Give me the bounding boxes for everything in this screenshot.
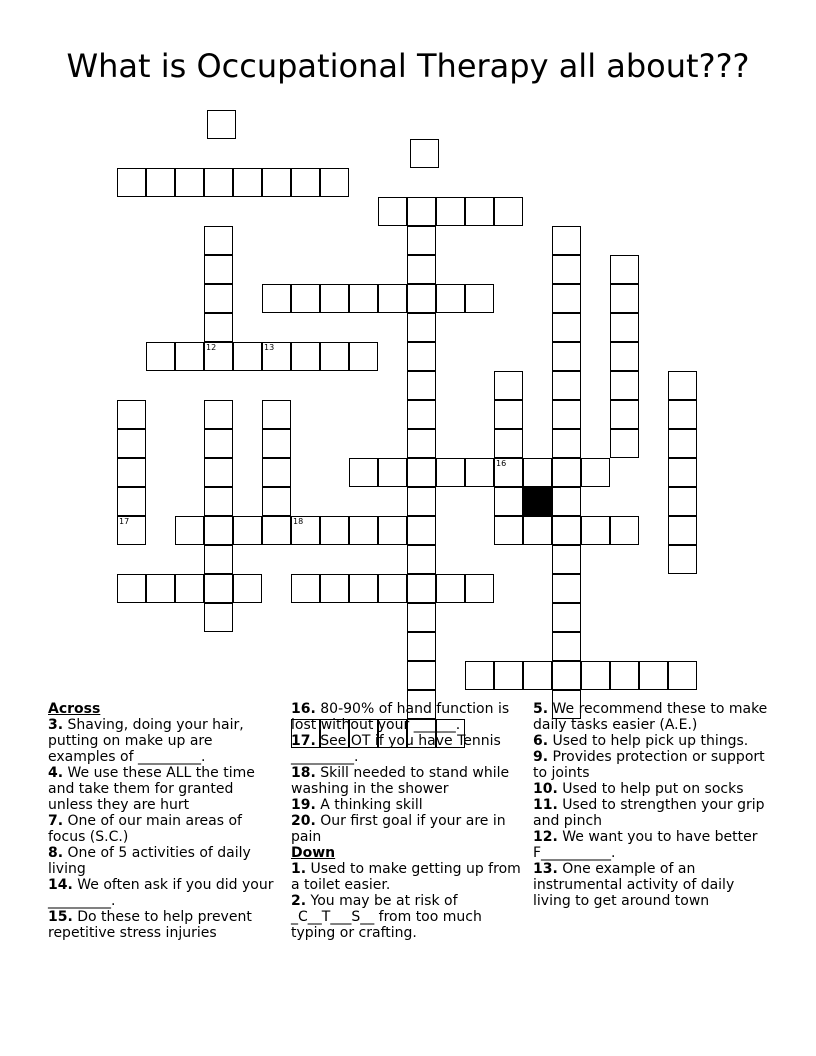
crossword-cell[interactable] (262, 516, 291, 545)
crossword-cell[interactable] (349, 458, 378, 487)
crossword-cell[interactable] (552, 400, 581, 429)
clue-item (291, 733, 523, 765)
crossword-cell[interactable] (610, 371, 639, 400)
crossword-cell[interactable] (494, 429, 523, 458)
crossword-cell[interactable] (552, 313, 581, 342)
crossword-cell[interactable] (465, 197, 494, 226)
clue-item (533, 701, 773, 733)
crossword-cell[interactable] (407, 516, 436, 545)
crossword-cell[interactable] (204, 516, 233, 545)
crossword-cell[interactable] (204, 429, 233, 458)
clue-item (48, 909, 276, 941)
crossword-cell[interactable] (204, 226, 233, 255)
clue-item (533, 749, 773, 781)
clue-text: We often ask if you did your _________. (48, 877, 274, 909)
clue-number: 3. (48, 717, 64, 733)
crossword-cell[interactable] (552, 284, 581, 313)
crossword-cell[interactable] (668, 487, 697, 516)
clue-text: A thinking skill (315, 797, 423, 813)
black-square (523, 487, 552, 516)
crossword-cell[interactable] (349, 284, 378, 313)
crossword-cell[interactable] (494, 661, 523, 690)
clue-item (533, 797, 773, 829)
clue-text: Used to help pick up things. (548, 733, 749, 749)
crossword-cell[interactable] (523, 516, 552, 545)
clue-text: Skill needed to stand while washing in the shower (291, 765, 510, 797)
crossword-cell[interactable] (552, 574, 581, 603)
crossword-cell[interactable] (668, 371, 697, 400)
crossword-cell[interactable] (494, 487, 523, 516)
clue-item (533, 861, 773, 909)
clue-text: Shaving, doing your hair, putting on make up are examples of _________. (48, 717, 244, 765)
crossword-cell[interactable] (204, 603, 233, 632)
clue-number: 17 (119, 517, 130, 526)
crossword-cell[interactable] (610, 284, 639, 313)
clue-text: One of our main areas of focus (S.C.) (48, 813, 242, 845)
crossword-cell[interactable] (668, 458, 697, 487)
crossword-cell[interactable] (320, 342, 349, 371)
clue-text: Provides protection or support to joints (533, 749, 765, 781)
crossword-cell[interactable] (610, 313, 639, 342)
across-heading: Across (48, 701, 101, 717)
crossword-cell[interactable] (407, 458, 436, 487)
crossword-cell[interactable] (175, 342, 204, 371)
crossword-cell[interactable] (349, 342, 378, 371)
crossword-cell[interactable] (204, 342, 233, 371)
crossword-cell[interactable] (204, 574, 233, 603)
clue-number: 14. (48, 877, 73, 893)
clue-number: 18. (291, 765, 316, 781)
down-clue-list-continued (533, 701, 773, 909)
page-title: What is Occupational Therapy all about??? (66, 47, 750, 85)
crossword-cell[interactable] (204, 458, 233, 487)
crossword-cell[interactable] (204, 313, 233, 342)
clue-text: Our first goal if your are in pain (291, 813, 506, 845)
crossword-cell[interactable] (610, 429, 639, 458)
crossword-cell[interactable] (291, 168, 320, 197)
clue-number: 12. (533, 829, 558, 845)
crossword-cell[interactable] (407, 545, 436, 574)
crossword-cell[interactable] (552, 342, 581, 371)
crossword-cell[interactable] (233, 168, 262, 197)
crossword-cell[interactable] (117, 487, 146, 516)
crossword-cell[interactable] (146, 168, 175, 197)
crossword-cell[interactable] (552, 545, 581, 574)
crossword-cell[interactable] (668, 516, 697, 545)
clue-text: See OT if you have Tennis _________. (291, 733, 501, 765)
across-clue-list-continued (291, 701, 523, 845)
crossword-cell[interactable] (291, 574, 320, 603)
crossword-cell[interactable] (204, 255, 233, 284)
crossword-cell[interactable] (407, 429, 436, 458)
crossword-cell[interactable] (175, 516, 204, 545)
crossword-cell[interactable] (117, 429, 146, 458)
crossword-cell[interactable] (668, 429, 697, 458)
crossword-cell[interactable] (552, 516, 581, 545)
crossword-cell[interactable] (320, 168, 349, 197)
crossword-cell[interactable] (378, 574, 407, 603)
crossword-cell[interactable] (349, 574, 378, 603)
crossword-cell[interactable] (581, 516, 610, 545)
clue-number: 13. (533, 861, 558, 877)
crossword-cell[interactable] (175, 574, 204, 603)
crossword-cell[interactable] (291, 516, 320, 545)
crossword-cell[interactable] (465, 661, 494, 690)
clue-item (291, 765, 523, 797)
crossword-cell[interactable] (552, 226, 581, 255)
crossword-cell[interactable] (407, 574, 436, 603)
crossword-cell[interactable] (494, 400, 523, 429)
crossword-cell[interactable] (639, 661, 668, 690)
crossword-cell[interactable] (207, 110, 236, 139)
crossword-cell[interactable] (494, 458, 523, 487)
clue-item (533, 829, 773, 861)
clue-number: 9. (533, 749, 549, 765)
clue-item (48, 717, 276, 765)
crossword-cell[interactable] (668, 400, 697, 429)
clue-item (48, 813, 276, 845)
crossword-cell[interactable] (407, 255, 436, 284)
crossword-cell[interactable] (523, 458, 552, 487)
crossword-cell[interactable] (204, 487, 233, 516)
clue-item (533, 733, 773, 749)
crossword-cell[interactable] (117, 574, 146, 603)
clue-item (291, 861, 523, 893)
clue-number: 1. (291, 861, 307, 877)
clue-text: We recommend these to make daily tasks easier (A.E.) (533, 701, 768, 733)
crossword-cell[interactable] (378, 458, 407, 487)
crossword-cell[interactable] (494, 197, 523, 226)
crossword-cell[interactable] (407, 342, 436, 371)
crossword-cell[interactable] (204, 400, 233, 429)
crossword-cell[interactable] (349, 516, 378, 545)
clue-text: We use these ALL the time and take them for granted unless they are hurt (48, 765, 255, 813)
clue-text: You may be at risk of _C__T___S__ from too much typing or crafting. (291, 893, 482, 941)
clue-number: 16 (496, 459, 507, 468)
crossword-cell[interactable] (407, 284, 436, 313)
crossword-cell[interactable] (407, 400, 436, 429)
crossword-cell[interactable] (407, 603, 436, 632)
crossword-cell[interactable] (552, 487, 581, 516)
crossword-cell[interactable] (291, 342, 320, 371)
crossword-cell[interactable] (494, 516, 523, 545)
crossword-cell[interactable] (436, 574, 465, 603)
crossword-cell[interactable] (117, 458, 146, 487)
clue-item (291, 813, 523, 845)
crossword-cell[interactable] (407, 197, 436, 226)
crossword-cell[interactable] (407, 226, 436, 255)
crossword-cell[interactable] (407, 487, 436, 516)
across-clue-list (48, 717, 276, 941)
crossword-cell[interactable] (610, 342, 639, 371)
clue-number: 12 (206, 343, 217, 352)
crossword-cell[interactable] (204, 284, 233, 313)
crossword-cell[interactable] (378, 197, 407, 226)
crossword-cell[interactable] (465, 284, 494, 313)
clue-item (48, 845, 276, 877)
down-heading: Down (291, 845, 336, 861)
clue-item (533, 781, 773, 797)
clue-number: 6. (533, 733, 549, 749)
crossword-cell[interactable] (378, 516, 407, 545)
crossword-cell[interactable] (262, 429, 291, 458)
crossword-cell[interactable] (552, 603, 581, 632)
crossword-cell[interactable] (581, 458, 610, 487)
clue-number: 8. (48, 845, 64, 861)
clue-item (48, 877, 276, 909)
clue-text: Used to make getting up from a toilet easier. (291, 861, 521, 893)
clue-number: 19. (291, 797, 316, 813)
crossword-cell[interactable] (610, 516, 639, 545)
crossword-cell[interactable] (117, 168, 146, 197)
crossword-cell[interactable] (410, 139, 439, 168)
crossword-cell[interactable] (552, 632, 581, 661)
clue-text: One example of an instrumental activity of daily living to get around town (533, 861, 735, 909)
clue-item (291, 797, 523, 813)
crossword-cell[interactable] (291, 284, 320, 313)
clue-number: 13 (264, 343, 275, 352)
crossword-cell[interactable] (436, 197, 465, 226)
crossword-cell[interactable] (407, 371, 436, 400)
clue-number: 15. (48, 909, 73, 925)
crossword-cell[interactable] (436, 284, 465, 313)
crossword-cell[interactable] (552, 661, 581, 690)
clues-column-2 (291, 701, 523, 941)
clue-number: 20. (291, 813, 316, 829)
clues-column-1 (48, 701, 276, 941)
clue-number: 4. (48, 765, 64, 781)
crossword-cell[interactable] (668, 661, 697, 690)
crossword-cell[interactable] (668, 545, 697, 574)
crossword-cell[interactable] (610, 255, 639, 284)
crossword-cell[interactable] (552, 458, 581, 487)
crossword-cell[interactable] (146, 342, 175, 371)
crossword-cell[interactable] (494, 371, 523, 400)
clue-number: 11. (533, 797, 558, 813)
clue-number: 7. (48, 813, 64, 829)
crossword-cell[interactable] (465, 458, 494, 487)
clue-text: We want you to have better F__________. (533, 829, 758, 861)
crossword-cell[interactable] (262, 487, 291, 516)
down-clue-list (291, 861, 523, 941)
crossword-cell[interactable] (262, 342, 291, 371)
crossword-cell[interactable] (262, 400, 291, 429)
crossword-cell[interactable] (552, 255, 581, 284)
clue-item (291, 893, 523, 941)
clue-number: 17. (291, 733, 316, 749)
crossword-cell[interactable] (436, 458, 465, 487)
clue-item (48, 765, 276, 813)
clue-number: 10. (533, 781, 558, 797)
crossword-cell[interactable] (407, 661, 436, 690)
crossword-cell[interactable] (233, 574, 262, 603)
crossword-cell[interactable] (117, 400, 146, 429)
clue-text: One of 5 activities of daily living (48, 845, 251, 877)
crossword-cell[interactable] (262, 284, 291, 313)
crossword-cell[interactable] (204, 545, 233, 574)
crossword-cell[interactable] (465, 574, 494, 603)
crossword-cell[interactable] (523, 661, 552, 690)
clue-number: 16. (291, 701, 316, 717)
clues-column-3 (533, 701, 773, 909)
crossword-cell[interactable] (407, 632, 436, 661)
crossword-cell[interactable] (552, 371, 581, 400)
crossword-cell[interactable] (175, 168, 204, 197)
clue-text: Used to strengthen your grip and pinch (533, 797, 765, 829)
crossword-cell[interactable] (581, 661, 610, 690)
clue-text: Do these to help prevent repetitive stress injuries (48, 909, 252, 941)
clue-number: 18 (293, 517, 304, 526)
crossword-cell[interactable] (320, 516, 349, 545)
crossword-cell[interactable] (610, 661, 639, 690)
crossword-cell[interactable] (117, 516, 146, 545)
crossword-cell[interactable] (320, 574, 349, 603)
crossword-cell[interactable] (262, 168, 291, 197)
crossword-cell[interactable] (378, 284, 407, 313)
clue-number: 5. (533, 701, 549, 717)
crossword-cell[interactable] (233, 342, 262, 371)
crossword-cell[interactable] (262, 458, 291, 487)
crossword-cell[interactable] (610, 400, 639, 429)
clue-text: 80-90% of hand function is lost without your ______. (291, 701, 510, 733)
crossword-cell[interactable] (204, 168, 233, 197)
clue-text: Used to help put on socks (557, 781, 744, 797)
clue-item (291, 701, 523, 733)
crossword-cell[interactable] (320, 284, 349, 313)
clue-number: 2. (291, 893, 307, 909)
crossword-cell[interactable] (146, 574, 175, 603)
crossword-cell[interactable] (407, 313, 436, 342)
crossword-cell[interactable] (233, 516, 262, 545)
crossword-cell[interactable] (552, 429, 581, 458)
